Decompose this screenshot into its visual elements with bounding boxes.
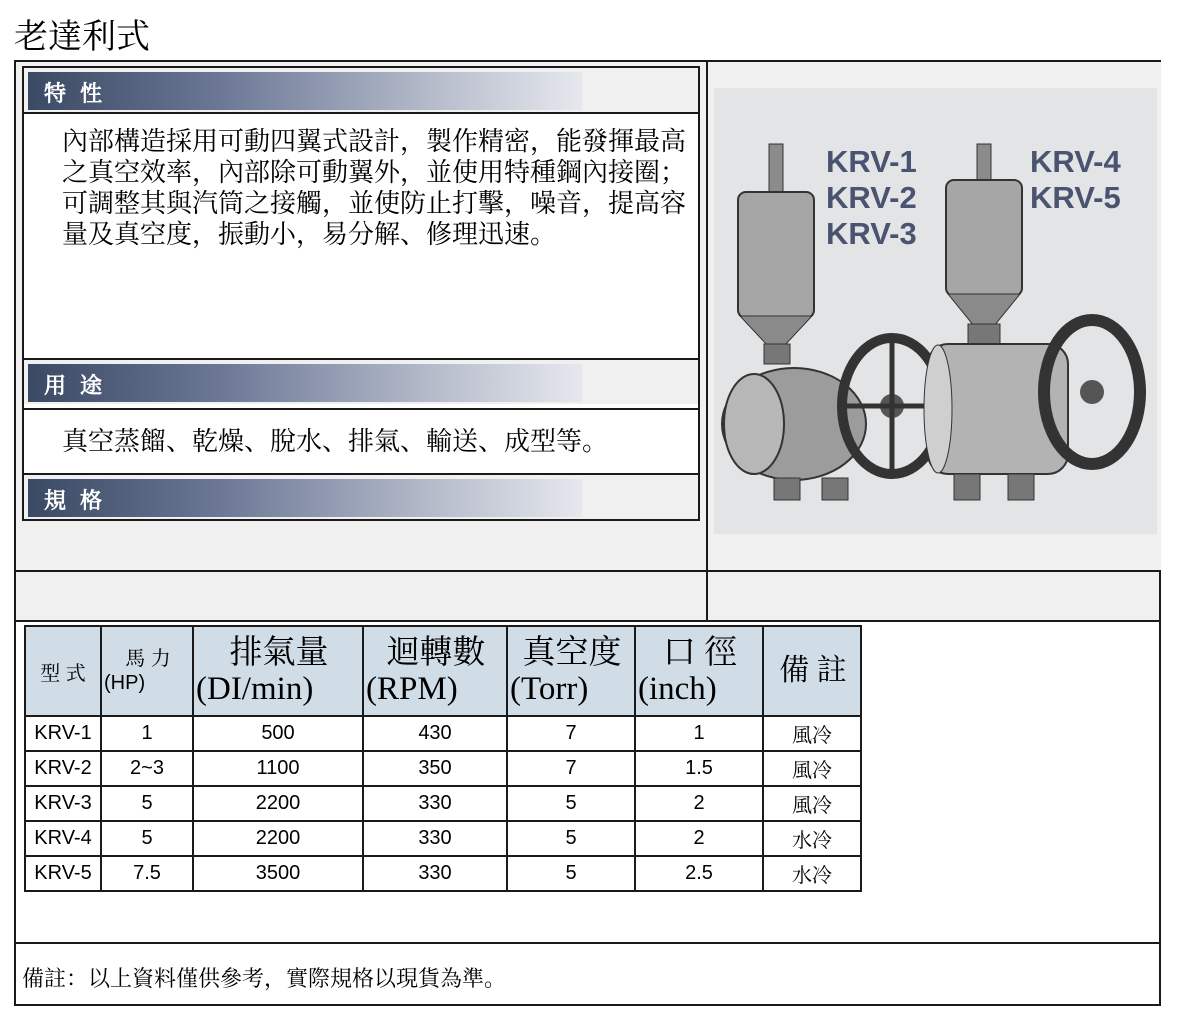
- features-text: 內部構造採用可動四翼式設計，製作精密，能發揮最高之真空效率，內部除可動翼外，並使用特種鋼內接圈；可調整其與汽筒之接觸，並使防止打擊，噪音，提高容量及真空度，振動小，易分解、修理迅速。: [62, 126, 687, 249]
- cell-vacuum: 7: [507, 716, 635, 751]
- cell-diameter: 2: [635, 821, 763, 856]
- model-label: KRV-5: [1030, 180, 1121, 215]
- specs-header-bar: [28, 479, 582, 517]
- model-label: KRV-3: [826, 216, 917, 251]
- features-label: 特性: [44, 81, 117, 106]
- cell-remarks: 風冷: [763, 751, 861, 786]
- cell-remarks: 風冷: [763, 786, 861, 821]
- cell-displacement: 1100: [193, 751, 363, 786]
- model-labels-right: [1030, 144, 1121, 216]
- cell-diameter: 2: [635, 786, 763, 821]
- cell-displacement: 500: [193, 716, 363, 751]
- table-row: [25, 716, 861, 751]
- col-vacuum: 真空度 (Torr): [507, 626, 635, 716]
- cell-vacuum: 5: [507, 786, 635, 821]
- cell-displacement: 2200: [193, 786, 363, 821]
- product-photo: [714, 88, 1157, 534]
- product-sheet: [14, 60, 1161, 1006]
- cell-vacuum: 5: [507, 821, 635, 856]
- cell-rpm: 330: [363, 786, 507, 821]
- spacer-strip: [16, 572, 1159, 620]
- specs-label: 規格: [44, 488, 117, 513]
- divider: [16, 620, 1159, 622]
- table-row: [25, 786, 861, 821]
- cell-remarks: 風冷: [763, 716, 861, 751]
- usage-text: 真空蒸餾、乾燥、脫水、排氣、輸送、成型等。: [62, 426, 609, 456]
- model-labels-left: [826, 144, 917, 252]
- specs-header: [24, 475, 698, 519]
- divider: [16, 942, 1159, 944]
- usage-label: 用途: [44, 373, 117, 398]
- table-row: [25, 821, 861, 856]
- table-header-row: [25, 626, 861, 716]
- features-header: [24, 68, 698, 112]
- footnote: 備註：以上資料僅供參考，實際規格以現貨為準。: [22, 966, 507, 991]
- table-row: [25, 856, 861, 891]
- cell-rpm: 330: [363, 856, 507, 891]
- table-row: [25, 751, 861, 786]
- cell-hp: 2~3: [101, 751, 193, 786]
- model-label: KRV-1: [826, 144, 917, 179]
- cell-model: KRV-3: [25, 786, 101, 821]
- description-box: [22, 66, 700, 521]
- cell-displacement: 2200: [193, 821, 363, 856]
- cell-hp: 7.5: [101, 856, 193, 891]
- cell-vacuum: 5: [507, 856, 635, 891]
- cell-hp: 5: [101, 821, 193, 856]
- col-model: 型 式: [25, 626, 101, 716]
- cell-rpm: 330: [363, 821, 507, 856]
- description-pane: [16, 62, 706, 570]
- usage-header: [24, 360, 698, 404]
- model-label: KRV-4: [1030, 144, 1121, 179]
- cell-rpm: 350: [363, 751, 507, 786]
- cell-model: KRV-5: [25, 856, 101, 891]
- cell-remarks: 水冷: [763, 856, 861, 891]
- cell-remarks: 水冷: [763, 821, 861, 856]
- col-diameter: 口 徑 (inch): [635, 626, 763, 716]
- cell-diameter: 1.5: [635, 751, 763, 786]
- cell-diameter: 2.5: [635, 856, 763, 891]
- model-label: KRV-2: [826, 180, 917, 215]
- photo-pane: [706, 62, 1161, 570]
- col-remarks: 備 註: [763, 626, 861, 716]
- spec-table: [24, 625, 862, 892]
- cell-model: KRV-1: [25, 716, 101, 751]
- cell-model: KRV-4: [25, 821, 101, 856]
- features-header-bar: [28, 72, 582, 110]
- col-displacement: 排氣量 (DI/min): [193, 626, 363, 716]
- page-title: 老達利式: [14, 19, 150, 56]
- cell-rpm: 430: [363, 716, 507, 751]
- cell-displacement: 3500: [193, 856, 363, 891]
- cell-vacuum: 7: [507, 751, 635, 786]
- cell-hp: 1: [101, 716, 193, 751]
- col-hp: 馬 力 (HP): [101, 626, 193, 716]
- usage-header-bar: [28, 364, 582, 402]
- col-rpm: 迴轉數 (RPM): [363, 626, 507, 716]
- cell-hp: 5: [101, 786, 193, 821]
- cell-diameter: 1: [635, 716, 763, 751]
- cell-model: KRV-2: [25, 751, 101, 786]
- divider: [24, 112, 698, 114]
- divider: [24, 408, 698, 410]
- divider: [706, 570, 708, 620]
